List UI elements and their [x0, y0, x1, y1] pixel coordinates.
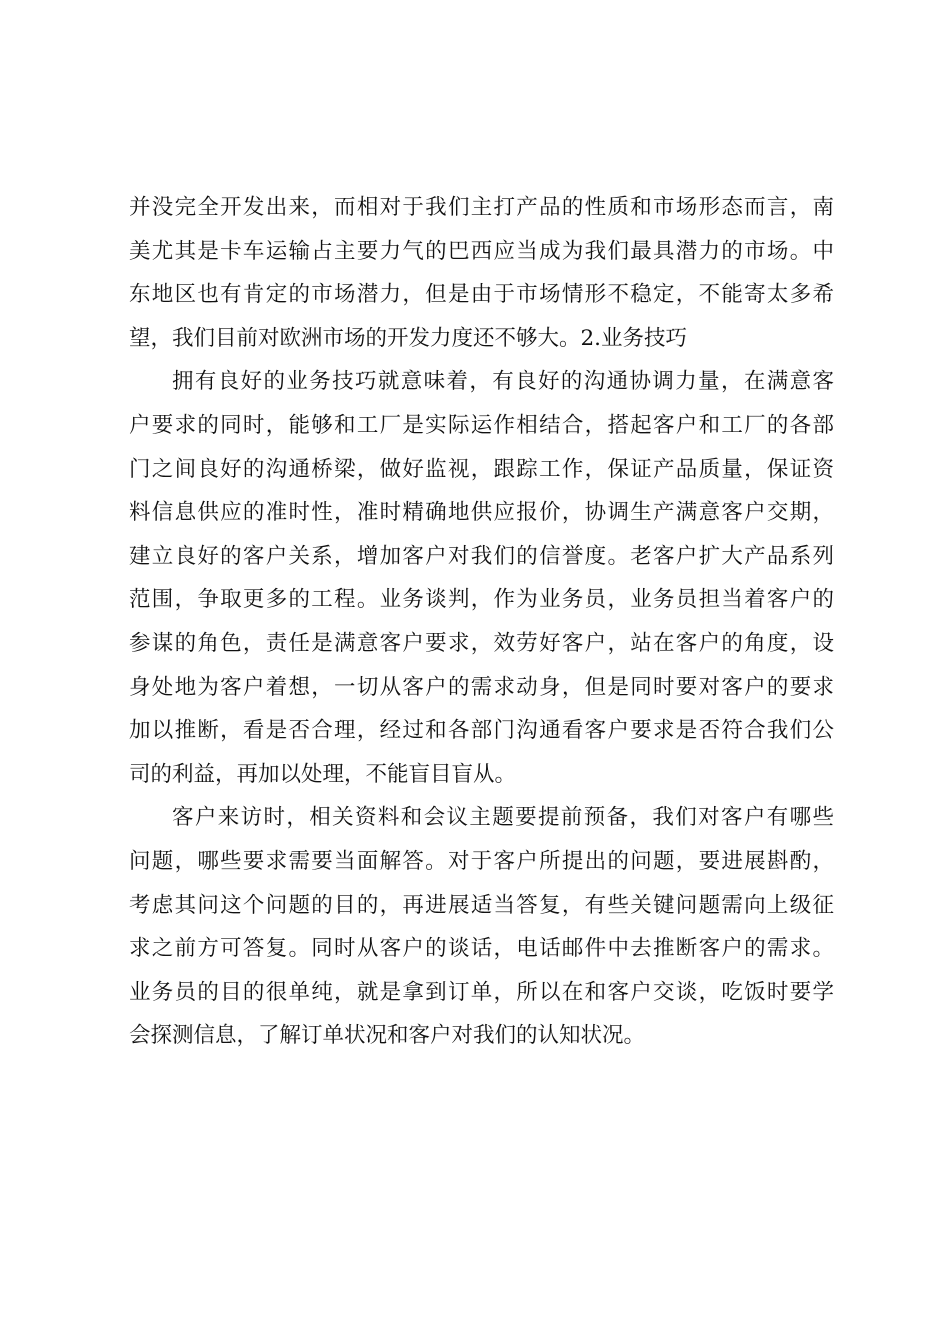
text-line: 户要求的同时，能够和工厂是实际运作相结合，搭起客户和工厂的各部 — [129, 412, 834, 438]
text-line: 门之间良好的沟通桥梁，做好监视，跟踪工作，保证产品质量，保证资 — [129, 456, 834, 482]
text-line: 建立良好的客户关系，增加客户对我们的信誉度。老客户扩大产品系列 — [129, 543, 834, 569]
text-line: 考虑其问这个问题的目的，再进展适当答复，有些关键问题需向上级征 — [129, 892, 834, 918]
text-line: 会探测信息，了解订单状况和客户对我们的认知状况。 — [129, 1023, 646, 1049]
text-line: 求之前方可答复。同时从客户的谈话，电话邮件中去推断客户的需求。 — [129, 936, 834, 962]
text-line: 望，我们目前对欧洲市场的开发力度还不够大。2.业务技巧 — [129, 325, 688, 351]
text-line: 加以推断，看是否合理，经过和各部门沟通看客户要求是否符合我们公 — [129, 718, 834, 744]
text-line: 客户来访时，相关资料和会议主题要提前预备，我们对客户有哪些 — [172, 805, 834, 831]
text-line: 身处地为客户着想，一切从客户的需求动身，但是同时要对客户的要求 — [129, 674, 834, 700]
text-line: 范围，争取更多的工程。业务谈判，作为业务员，业务员担当着客户的 — [129, 587, 834, 613]
paragraph-2 — [129, 360, 834, 796]
document-body — [129, 186, 834, 1058]
text-line: 东地区也有肯定的市场潜力，但是由于市场情形不稳定，不能寄太多希 — [129, 282, 834, 308]
text-line: 拥有良好的业务技巧就意味着，有良好的沟通协调力量，在满意客 — [172, 369, 834, 395]
text-line: 问题，哪些要求需要当面解答。对于客户所提出的问题，要进展斟酌， — [129, 848, 834, 874]
text-line: 美尤其是卡车运输占主要力气的巴西应当成为我们最具潜力的市场。中 — [129, 238, 834, 264]
text-line: 料信息供应的准时性，准时精确地供应报价，协调生产满意客户交期， — [129, 500, 834, 526]
text-line: 司的利益，再加以处理，不能盲目盲从。 — [129, 761, 517, 787]
paragraph-3 — [129, 796, 834, 1058]
text-line: 并没完全开发出来，而相对于我们主打产品的性质和市场形态而言，南 — [129, 195, 834, 220]
paragraph-1 — [129, 186, 834, 360]
text-line: 业务员的目的很单纯，就是拿到订单，所以在和客户交谈，吃饭时要学 — [129, 979, 834, 1005]
text-line: 参谋的角色，责任是满意客户要求，效劳好客户，站在客户的角度，设 — [129, 630, 834, 656]
